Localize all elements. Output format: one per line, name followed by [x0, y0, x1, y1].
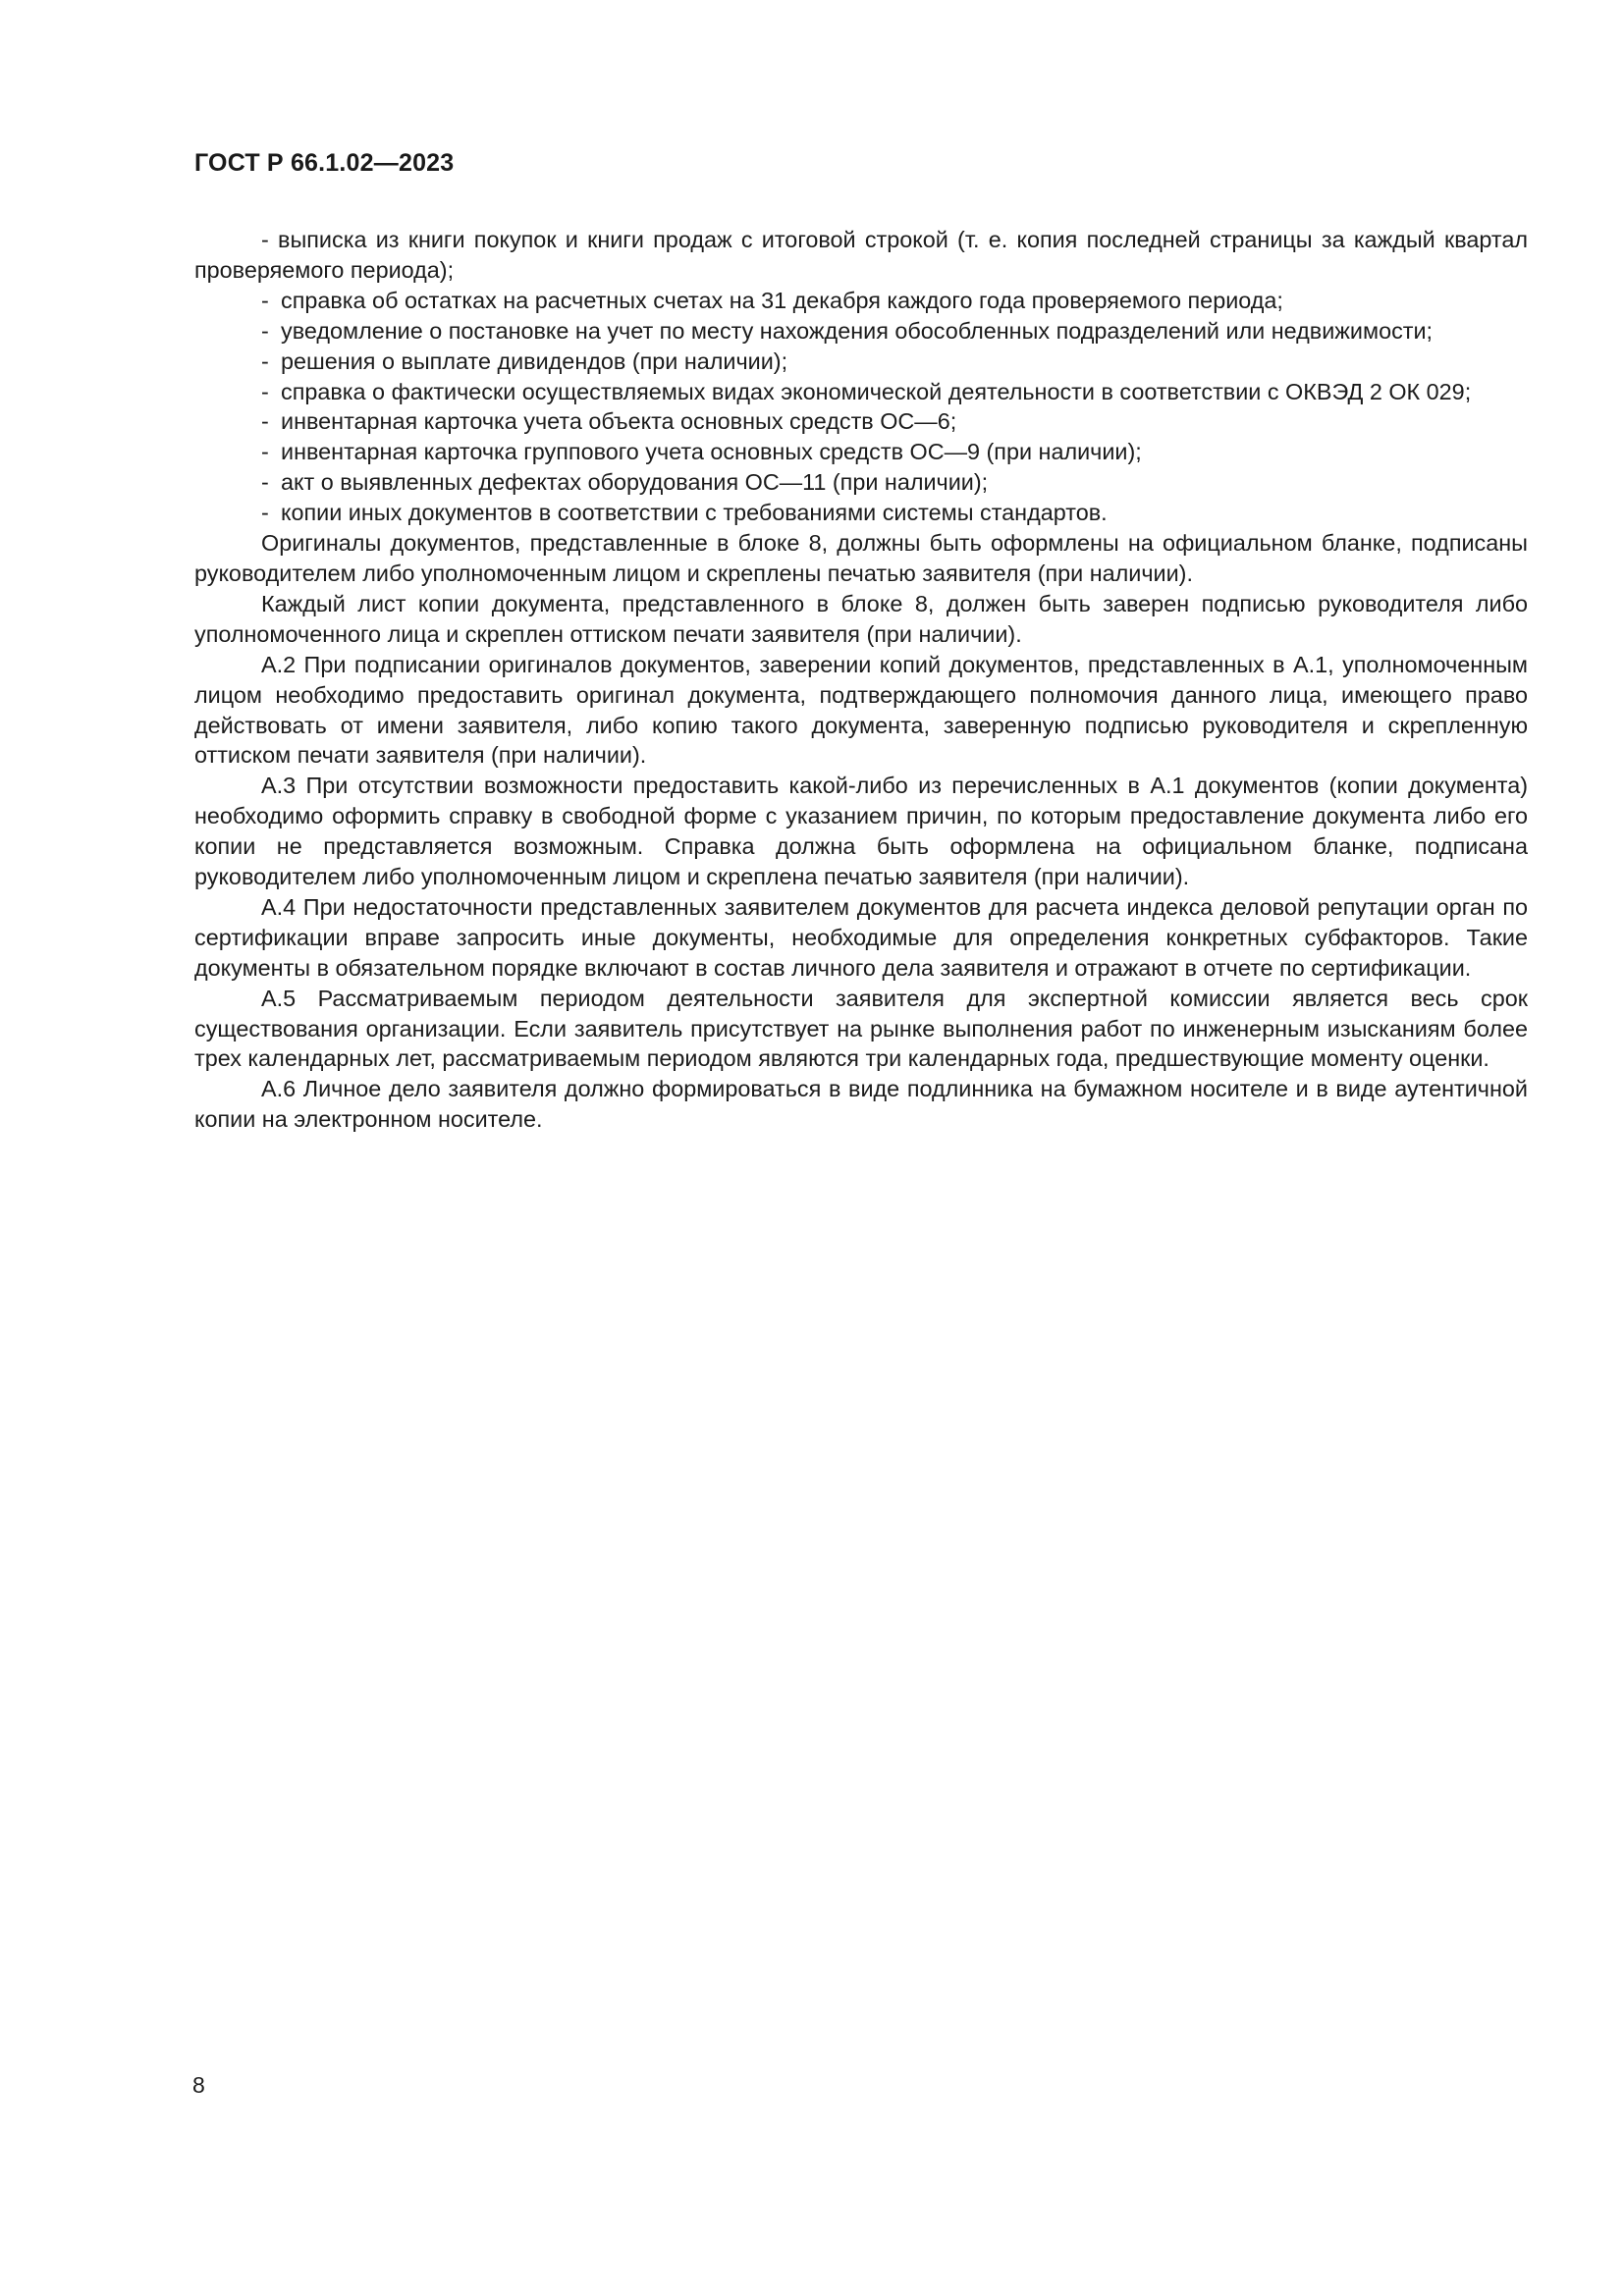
- list-item-text: справка об остатках на расчетных счетах на 31 декабря каждого года проверяемого периода;: [281, 287, 1283, 313]
- list-dash: -: [261, 317, 269, 344]
- paragraph-originals: Оригиналы документов, представленные в блоке 8, должны быть оформлены на официальном бланке, подписаны руководителем либо уполномоченным лицом и скреплены печатью заявителя (при наличии).: [194, 530, 1528, 586]
- list-item-text: инвентарная карточка группового учета основных средств ОС—9 (при наличии);: [281, 439, 1142, 465]
- page-number: 8: [192, 2072, 205, 2098]
- list-dash: -: [261, 287, 269, 313]
- document-header: ГОСТ Р 66.1.02—2023: [194, 149, 455, 177]
- list-item-text: справка о фактически осуществляемых видах экономической деятельности в соответствии с ОКВЭД 2 ОК 029;: [281, 378, 1472, 404]
- list-item-text: акт о выявленных дефектах оборудования ОС—11 (при наличии);: [281, 469, 989, 496]
- list-item: - выписка из книги покупок и книги продаж с итоговой строкой (т. е. копия последней страницы за каждый квартал проверяемого периода);: [194, 227, 1528, 283]
- list-item-text: копии иных документов в соответствии с требованиями системы стандартов.: [281, 500, 1108, 526]
- list-dash: -: [261, 469, 269, 496]
- list-item: [194, 377, 1528, 407]
- list-item-text: решения о выплате дивидендов (при наличии);: [281, 347, 788, 374]
- list-item: [194, 498, 1528, 528]
- clause-a3: А.3 При отсутствии возможности предоставить какой-либо из перечисленных в А.1 документов (копии документа) необходимо оформить справку в свободной форме с указанием причин, по которым предоставление документа либо его копии не представляется возможным. Справка должна быть оформлена на официальном бланке, подписана руководителем либо уполномоченным лицом и скреплена печатью заявителя (при наличии).: [194, 773, 1528, 890]
- list-item: [194, 347, 1528, 377]
- document-body: [194, 225, 1528, 1135]
- list-dash: -: [261, 500, 269, 526]
- list-dash: -: [261, 439, 269, 465]
- list-item-text: инвентарная карточка учета объекта основных средств ОС—6;: [281, 408, 957, 435]
- list-item: [194, 286, 1528, 316]
- list-dash: -: [261, 347, 269, 374]
- list-item: [194, 437, 1528, 467]
- list-item: [194, 316, 1528, 347]
- list-dash: -: [261, 408, 269, 435]
- list-item: [194, 467, 1528, 498]
- clause-a2: А.2 При подписании оригиналов документов, заверении копий документов, представленных в А.1, уполномоченным лицом необходимо предоставить оригинал документа, подтверждающего полномочия данного лица, имеющего право действовать от имени заявителя, либо копию такого документа, заверенную подписью руководителя и скрепленную оттиском печати заявителя (при наличии).: [194, 651, 1528, 769]
- paragraph-copies: Каждый лист копии документа, представленного в блоке 8, должен быть заверен подписью руководителя либо уполномоченного лица и скреплен оттиском печати заявителя (при наличии).: [194, 590, 1528, 647]
- list-item-text: уведомление о постановке на учет по месту нахождения обособленных подразделений или недвижимости;: [281, 317, 1434, 344]
- clause-a6: А.6 Личное дело заявителя должно формироваться в виде подлинника на бумажном носителе и в виде аутентичной копии на электронном носителе.: [194, 1076, 1528, 1133]
- clause-a5: А.5 Рассматриваемым периодом деятельности заявителя для экспертной комиссии является весь срок существования организации. Если заявитель присутствует на рынке выполнения работ по инженерным изысканиям более трех календарных лет, рассматриваемым периодом являются три календарных года, предшествующие моменту оценки.: [194, 985, 1528, 1072]
- clause-a4: А.4 При недостаточности представленных заявителем документов для расчета индекса деловой репутации орган по сертификации вправе запросить иные документы, необходимые для определения конкретных субфакторов. Такие документы в обязательном порядке включают в состав личного дела заявителя и отражают в отчете по сертификации.: [194, 893, 1528, 981]
- list-item: [194, 406, 1528, 437]
- list-dash: -: [261, 378, 269, 404]
